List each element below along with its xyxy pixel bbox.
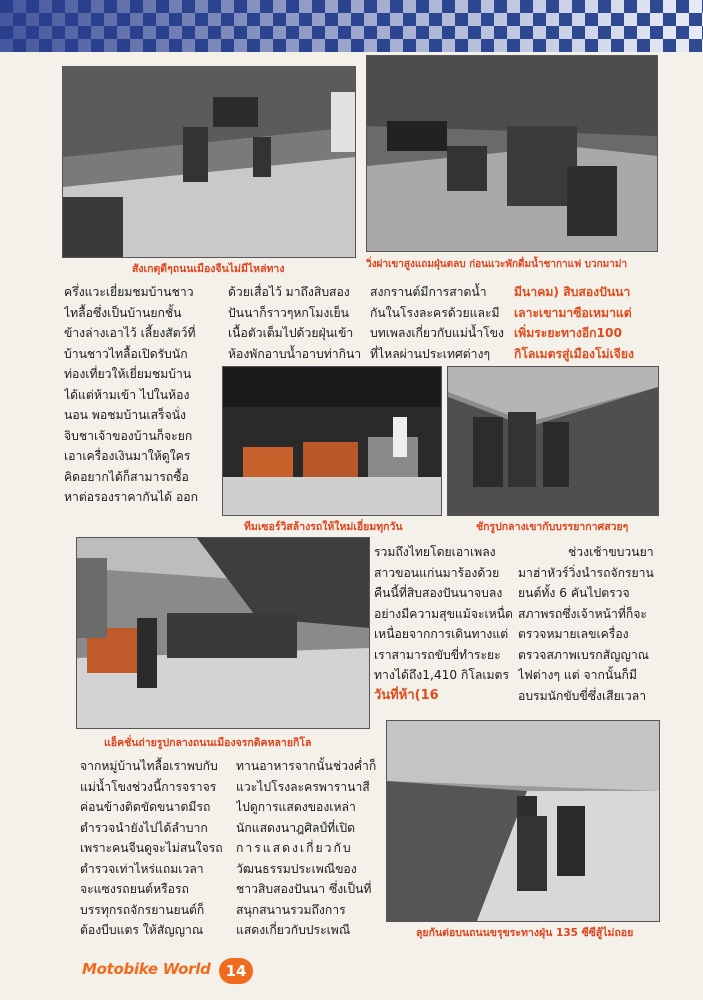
header-gradient bbox=[0, 0, 703, 52]
text-line: แวะไปโรงละครพารานาสี bbox=[236, 779, 370, 794]
photo-chinese-road bbox=[62, 66, 356, 258]
text-line: อย่างมีความสุขแม้จะเหนื่ด bbox=[374, 606, 513, 621]
text-column-6 bbox=[518, 542, 662, 706]
photo-mountain-rest bbox=[366, 55, 658, 252]
text-line: อบรมนักขับขี่ซึ่งเสียเวลา bbox=[518, 688, 647, 703]
text-column-5 bbox=[374, 542, 516, 706]
text-line: ปันนาก็ราวๆหกโมงเย็น bbox=[228, 305, 349, 320]
text-line: กันในโรงละครด้วยและมี bbox=[370, 305, 500, 320]
caption-photo5: แอ็คชั่นถ่ายรูปกลางถนนเมืองจรกดิคหลายกิโล bbox=[104, 737, 312, 749]
text-line: ไปดูการแสดงของเหล่า bbox=[236, 800, 356, 814]
text-line: มาฮ่าหัวร์วิ่งนำรถจักรยาน bbox=[518, 565, 654, 580]
text-column-7 bbox=[80, 756, 230, 941]
text-line: สาวขอนแก่นมาร้องด้วย bbox=[374, 565, 500, 580]
text-line: จากหมู่บ้านไทลื้อเราพบกับ bbox=[80, 759, 218, 773]
text-line: แสดงเกี่ยวกับประเพณี bbox=[236, 923, 351, 937]
magazine-logo: Motobike World bbox=[82, 960, 211, 978]
photo-dusty-road bbox=[386, 720, 660, 922]
text-line: แม่น้ำโขงช่วงนี้การจราจร bbox=[80, 779, 217, 794]
text-line: จิบชาเจ้าของบ้านก็จะยก bbox=[64, 428, 193, 443]
text-line: เพราะคนจีนดูจะไม่สนใจรถ bbox=[80, 841, 223, 855]
text-line: ไทลื้อซึ่งเป็นบ้านยกชั้น bbox=[64, 305, 182, 320]
text-column-8 bbox=[236, 756, 382, 941]
text-line: ด้วยเสื่อไว้ มาถึงสิบสอง bbox=[228, 285, 350, 299]
text-column-4 bbox=[514, 282, 658, 364]
text-line: เนื้อตัวเต็มไปด้วยฝุ่นเข้า bbox=[228, 326, 354, 340]
caption-photo6: ลุยกันต่อบนถนนขรุขระทางฝุ่น 135 ซีซีสู้ไม่ถอย bbox=[416, 927, 634, 939]
text-line: คืนนี้ที่สิบสองปันนาจบลง bbox=[374, 586, 503, 600]
text-line: คิดอยากได้ก็สามารถซื้อ bbox=[64, 469, 189, 484]
text-line: ไฟต่างๆ แต่ จากนั้นก็มี bbox=[518, 668, 637, 682]
text-line-highlight: เพิ่มระยะทางอีก100 bbox=[514, 326, 622, 340]
photo-mountain-riders bbox=[447, 366, 659, 516]
text-line: หาต่อรองราคากันได้ ออก bbox=[64, 490, 198, 504]
text-line: วัฒนธรรมประเพณีของ bbox=[236, 861, 357, 876]
text-column-1 bbox=[64, 282, 222, 508]
text-line: สภาพรถซึ่งเจ้าหน้าที่ก็จะ bbox=[518, 606, 647, 621]
text-line: ทานอาหารจากนั้นช่วงค่ำก็ bbox=[236, 759, 377, 773]
page-number-badge: 14 bbox=[219, 958, 253, 984]
text-line: ท่องเที่ยวให้เยี่ยมชมบ้าน bbox=[64, 367, 192, 381]
text-line: ห้องพักอาบน้ำอาบท่ากินา bbox=[228, 346, 362, 361]
text-line: การแสดงเกี่ยวกับ bbox=[236, 841, 353, 855]
text-line: ข้างล่างเอาไว้ เลี้ยงสัตว์ที่ bbox=[64, 326, 196, 340]
photo-service-team bbox=[222, 366, 442, 516]
text-line: บรรทุกรถจักรยานยนต์ก็ bbox=[80, 902, 205, 917]
text-line: นอน พอชมบ้านเสร็จนั่ง bbox=[64, 408, 186, 422]
text-line: ต้องบีบแตร ให้สัญญาณ bbox=[80, 923, 204, 937]
text-line: เราสามารถขับขี่ทำระยะ bbox=[374, 647, 501, 662]
text-line: ตรวจหมายเลขเครื่อง bbox=[518, 627, 629, 641]
text-line: รวมถึงไทยโดยเอาเพลง bbox=[374, 545, 496, 559]
text-line: จะแซงรถยนต์หรือรถ bbox=[80, 882, 189, 896]
text-line: นักแสดงนาฎศิลป์ที่เปิด bbox=[236, 820, 356, 835]
text-line: เอาเครื่องเงินมาให้ดูใคร bbox=[64, 449, 191, 463]
caption-photo3: ทีมเซอร์วิสล้างรถให้ใหม่เอี่ยมทุกวัน bbox=[244, 521, 403, 533]
text-line: บ้านชาวไทลื้อเปิดรับนัก bbox=[64, 346, 188, 361]
text-line: ค่อนข้างติดขัดขนาดมีรถ bbox=[80, 800, 211, 814]
text-line: ยนต์ทั้ง 6 คันไปตรวจ bbox=[518, 586, 630, 600]
text-line-highlight: วันที่ห้า(16 bbox=[374, 687, 439, 703]
text-column-3 bbox=[370, 282, 508, 364]
text-line: ช่วงเช้าขบวนยา bbox=[568, 545, 654, 559]
text-line-highlight: กิโลเมตรสู่เมืองโม่เจียง bbox=[514, 346, 634, 361]
text-line: ตรวจสภาพเบรกสัญญาณ bbox=[518, 647, 649, 662]
text-column-2 bbox=[228, 282, 368, 364]
caption-photo4: ชักรูปกลางเขากับบรรยากาศสวยๆ bbox=[476, 521, 629, 533]
text-line: ตำรวจเท่าไหร่แถมเวลา bbox=[80, 861, 204, 876]
text-line-highlight: เลาะเขามาซือเหมาแต่ bbox=[514, 305, 632, 320]
text-line: ที่ไหลผ่านประเทศต่างๆ bbox=[370, 346, 491, 361]
text-line: ครึ่งแวะเยี่ยมชมบ้านชาว bbox=[64, 285, 194, 299]
photo-road-group bbox=[76, 537, 370, 729]
text-line: บทเพลงเกี่ยวกับแม่น้ำโขง bbox=[370, 326, 504, 340]
text-line: ชาวสิบสองปันนา ซึ่งเป็นที่ bbox=[236, 882, 372, 896]
text-line: สงกรานต์มีการสาดน้ำ bbox=[370, 285, 487, 299]
text-line: สนุกสนานรวมถึงการ bbox=[236, 902, 346, 917]
text-line-highlight: มีนาคม) สิบสองปันนา bbox=[514, 285, 631, 299]
text-line: ทางได้ถึง1,410 กิโลเมตร bbox=[374, 668, 510, 682]
caption-photo1: สังเกตุดีๆถนนเมืองจีนไม่มีไหล่ทาง bbox=[132, 263, 285, 275]
text-line: ได้แต่ห้ามเข้า ไปในห้อง bbox=[64, 387, 190, 402]
text-line: เหนื่อยจากการเดินทางแต่ bbox=[374, 627, 509, 641]
caption-photo2: วิ่งผ่าเขาสูงแถมฝุ่นตลบ ก่อนแวะพักดื่มน้ำชากาแฟ บวกมาม่า bbox=[366, 259, 628, 270]
text-line: ตำรวจนำยังไปได้ลำบาก bbox=[80, 820, 208, 835]
